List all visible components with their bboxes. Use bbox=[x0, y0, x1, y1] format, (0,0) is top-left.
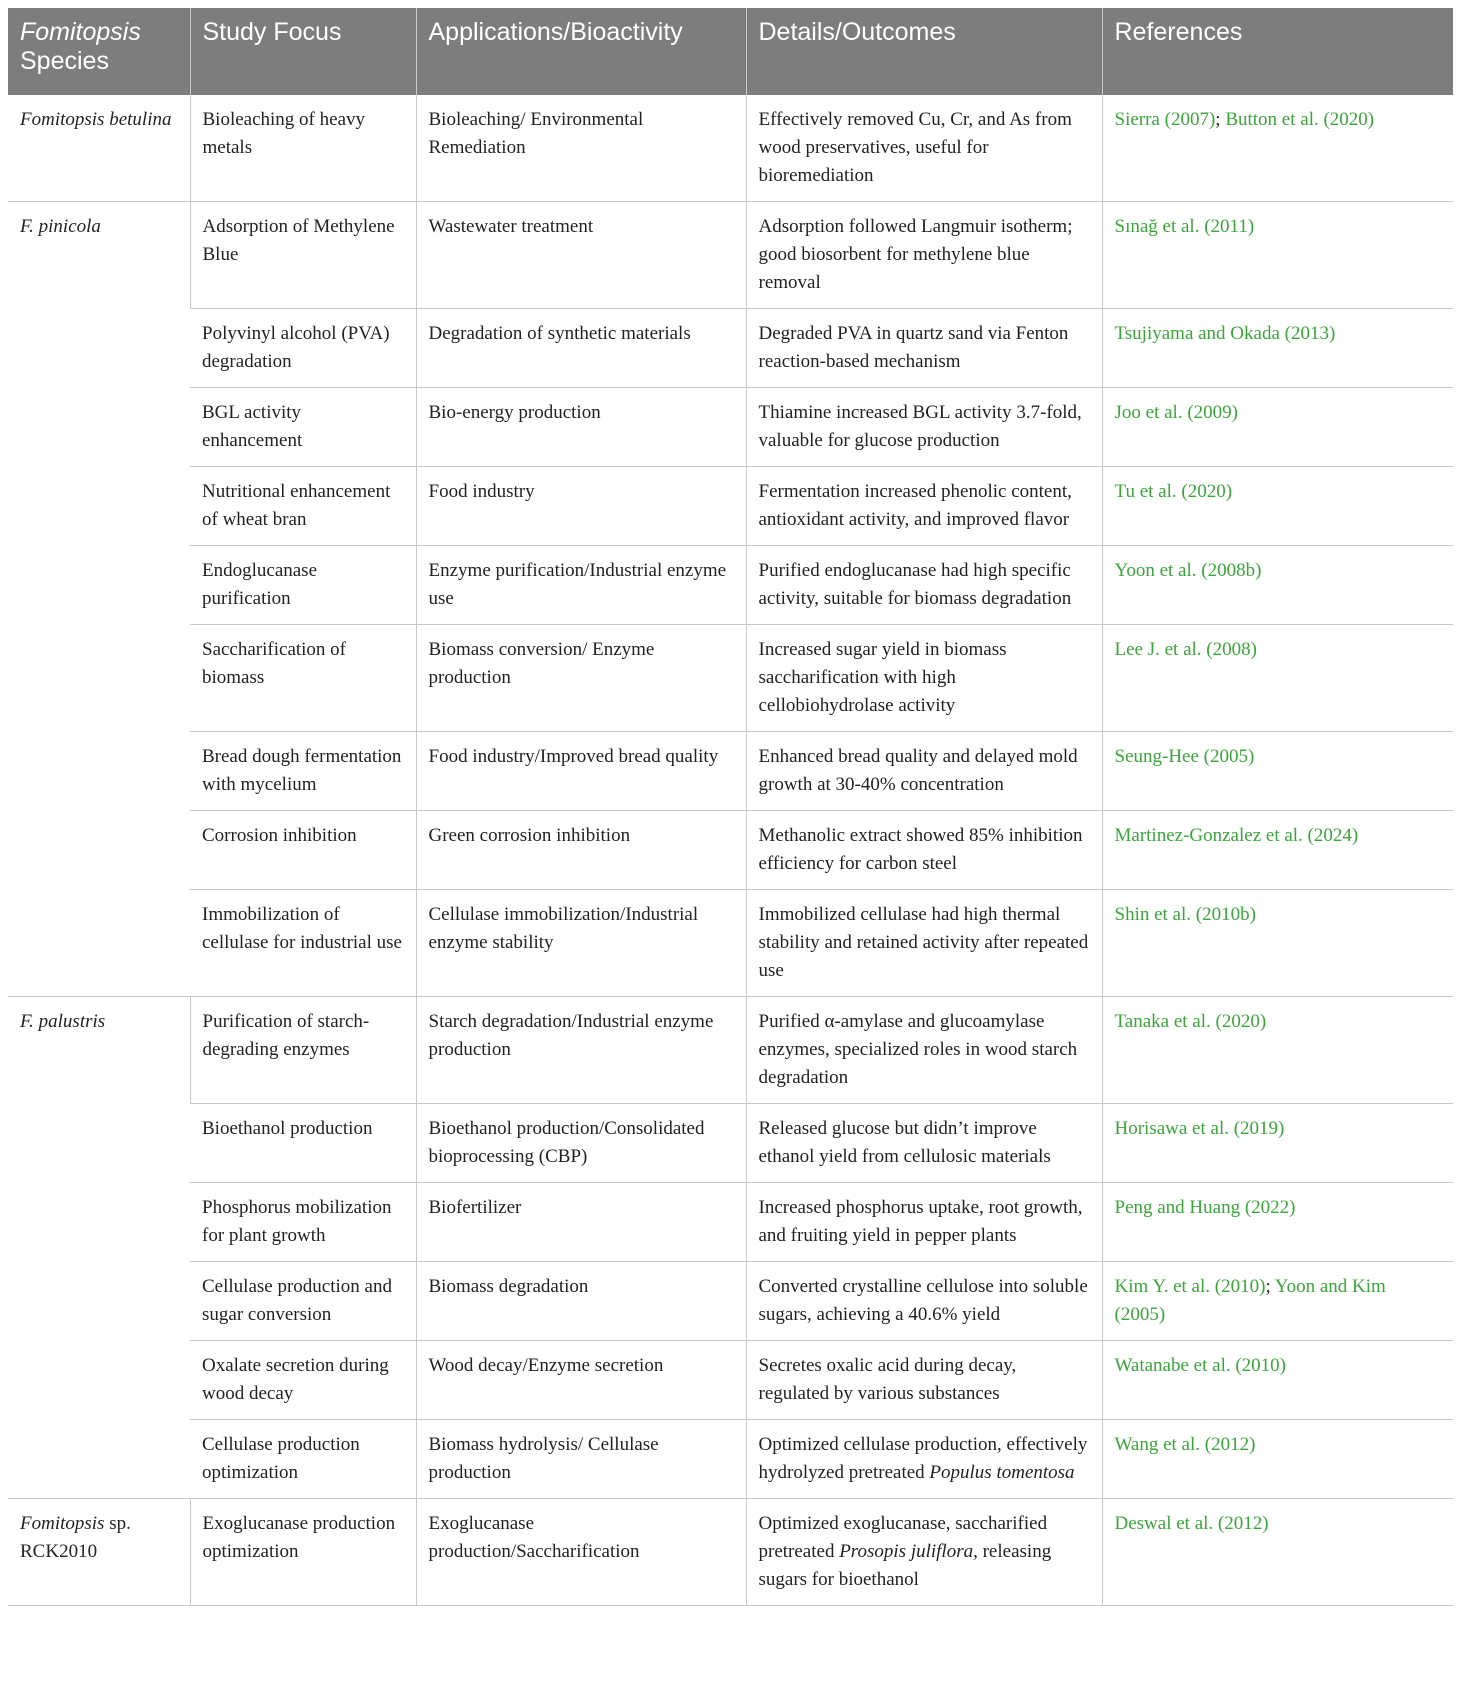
application-cell: Cellulase immobilization/Industrial enzyme stability bbox=[416, 890, 746, 997]
header-details: Details/Outcomes bbox=[746, 8, 1102, 95]
header-study-focus: Study Focus bbox=[190, 8, 416, 95]
study-focus-cell: Oxalate secretion during wood decay bbox=[190, 1341, 416, 1420]
details-cell: Fermentation increased phenolic content, antioxidant activity, and improved flavor bbox=[746, 467, 1102, 546]
details-cell: Purified α-amylase and glucoamylase enzymes, specialized roles in wood starch degradation bbox=[746, 997, 1102, 1104]
header-row bbox=[8, 8, 1453, 95]
application-cell: Biomass degradation bbox=[416, 1262, 746, 1341]
reference-link[interactable]: Peng and Huang (2022) bbox=[1114, 1197, 1296, 1218]
application-cell: Bio-energy production bbox=[416, 388, 746, 467]
species-cell bbox=[8, 997, 190, 1499]
references-cell bbox=[1102, 467, 1453, 546]
application-cell: Exoglucanase production/Saccharification bbox=[416, 1499, 746, 1606]
table-header bbox=[8, 8, 1453, 95]
details-cell: Increased sugar yield in biomass saccharification with high cellobiohydrolase activity bbox=[746, 625, 1102, 732]
table-row bbox=[8, 1104, 1453, 1183]
details-cell bbox=[746, 1420, 1102, 1499]
details-cell: Secretes oxalic acid during decay, regulated by various substances bbox=[746, 1341, 1102, 1420]
references-cell bbox=[1102, 625, 1453, 732]
study-focus-cell: BGL activity enhancement bbox=[190, 388, 416, 467]
reference-link[interactable]: Watanabe et al. (2010) bbox=[1114, 1355, 1287, 1376]
details-cell: Enhanced bread quality and delayed mold growth at 30-40% concentration bbox=[746, 732, 1102, 811]
application-cell: Starch degradation/Industrial enzyme production bbox=[416, 997, 746, 1104]
species-cell bbox=[8, 1499, 190, 1606]
application-cell: Food industry bbox=[416, 467, 746, 546]
application-cell: Food industry/Improved bread quality bbox=[416, 732, 746, 811]
study-focus-cell: Endoglucanase purification bbox=[190, 546, 416, 625]
references-cell bbox=[1102, 1262, 1453, 1341]
references-cell bbox=[1102, 95, 1453, 202]
header-species-word: Species bbox=[20, 47, 109, 75]
reference-link[interactable]: Wang et al. (2012) bbox=[1114, 1434, 1256, 1455]
species-name: Fomitopsis betulina bbox=[20, 109, 172, 130]
species-name: F. pinicola bbox=[20, 216, 101, 237]
table-row bbox=[8, 309, 1453, 388]
references-cell bbox=[1102, 388, 1453, 467]
application-cell: Bioleaching/ Environmental Remediation bbox=[416, 95, 746, 202]
details-cell: Increased phosphorus uptake, root growth, and fruiting yield in pepper plants bbox=[746, 1183, 1102, 1262]
study-focus-cell: Purification of starch-degrading enzymes bbox=[190, 997, 416, 1104]
table-row bbox=[8, 811, 1453, 890]
reference-link[interactable]: Yoon and Kim (2005) bbox=[1114, 1276, 1386, 1325]
application-cell: Enzyme purification/Industrial enzyme use bbox=[416, 546, 746, 625]
study-focus-cell: Saccharification of biomass bbox=[190, 625, 416, 732]
table-row bbox=[8, 890, 1453, 997]
reference-link[interactable]: Martinez-Gonzalez et al. (2024) bbox=[1114, 825, 1359, 846]
study-focus-cell: Bioethanol production bbox=[190, 1104, 416, 1183]
reference-separator: ; bbox=[1215, 109, 1226, 130]
table-row bbox=[8, 467, 1453, 546]
details-cell: Purified endoglucanase had high specific activity, suitable for biomass degradation bbox=[746, 546, 1102, 625]
details-species-italic: Prosopis juliflora bbox=[839, 1541, 974, 1562]
header-applications: Applications/Bioactivity bbox=[416, 8, 746, 95]
reference-link[interactable]: Tsujiyama and Okada (2013) bbox=[1114, 323, 1336, 344]
study-focus-cell: Bioleaching of heavy metals bbox=[190, 95, 416, 202]
application-cell: Green corrosion inhibition bbox=[416, 811, 746, 890]
reference-link[interactable]: Lee J. et al. (2008) bbox=[1114, 639, 1257, 660]
application-cell: Degradation of synthetic materials bbox=[416, 309, 746, 388]
study-focus-cell: Phosphorus mobilization for plant growth bbox=[190, 1183, 416, 1262]
species-cell bbox=[8, 202, 190, 997]
references-cell bbox=[1102, 890, 1453, 997]
details-text: Optimized exoglucanase, saccharified pretreated bbox=[758, 1513, 1048, 1562]
table-body bbox=[8, 95, 1453, 1606]
table-row bbox=[8, 546, 1453, 625]
references-cell bbox=[1102, 732, 1453, 811]
application-cell: Biofertilizer bbox=[416, 1183, 746, 1262]
reference-link[interactable]: Tanaka et al. (2020) bbox=[1114, 1011, 1267, 1032]
table-row bbox=[8, 1341, 1453, 1420]
references-cell bbox=[1102, 1183, 1453, 1262]
table-row bbox=[8, 997, 1453, 1104]
references-cell bbox=[1102, 1104, 1453, 1183]
header-species bbox=[8, 8, 190, 95]
study-focus-cell: Cellulase production and sugar conversion bbox=[190, 1262, 416, 1341]
study-focus-cell: Immobilization of cellulase for industrial use bbox=[190, 890, 416, 997]
reference-separator: ; bbox=[1265, 1276, 1275, 1297]
study-focus-cell: Nutritional enhancement of wheat bran bbox=[190, 467, 416, 546]
details-cell: Effectively removed Cu, Cr, and As from wood preservatives, useful for bioremediation bbox=[746, 95, 1102, 202]
application-cell: Wastewater treatment bbox=[416, 202, 746, 309]
references-cell bbox=[1102, 546, 1453, 625]
references-cell bbox=[1102, 309, 1453, 388]
table-row bbox=[8, 1262, 1453, 1341]
header-species-genus: Fomitopsis bbox=[20, 18, 141, 46]
details-cell: Immobilized cellulase had high thermal stability and retained activity after repeated use bbox=[746, 890, 1102, 997]
study-focus-cell: Cellulase production optimization bbox=[190, 1420, 416, 1499]
reference-link[interactable]: Horisawa et al. (2019) bbox=[1114, 1118, 1285, 1139]
reference-link[interactable]: Button et al. (2020) bbox=[1225, 109, 1375, 130]
details-cell: Released glucose but didn’t improve ethanol yield from cellulosic materials bbox=[746, 1104, 1102, 1183]
reference-link[interactable]: Sierra (2007) bbox=[1114, 109, 1216, 130]
table-row bbox=[8, 732, 1453, 811]
details-text: Optimized cellulase production, effectively hydrolyzed pretreated bbox=[758, 1434, 1088, 1483]
table-row bbox=[8, 1183, 1453, 1262]
application-cell: Wood decay/Enzyme secretion bbox=[416, 1341, 746, 1420]
details-cell: Degraded PVA in quartz sand via Fenton reaction-based mechanism bbox=[746, 309, 1102, 388]
table-row bbox=[8, 388, 1453, 467]
details-cell: Adsorption followed Langmuir isotherm; good biosorbent for methylene blue removal bbox=[746, 202, 1102, 309]
reference-link[interactable]: Sınağ et al. (2011) bbox=[1114, 216, 1255, 237]
study-focus-cell: Polyvinyl alcohol (PVA) degradation bbox=[190, 309, 416, 388]
species-name: F. palustris bbox=[20, 1011, 106, 1032]
details-species-italic: Populus tomentosa bbox=[929, 1462, 1075, 1483]
table-row bbox=[8, 625, 1453, 732]
references-cell bbox=[1102, 1420, 1453, 1499]
details-cell: Methanolic extract showed 85% inhibition efficiency for carbon steel bbox=[746, 811, 1102, 890]
study-focus-cell: Corrosion inhibition bbox=[190, 811, 416, 890]
study-focus-cell: Adsorption of Methylene Blue bbox=[190, 202, 416, 309]
reference-link[interactable]: Seung-Hee (2005) bbox=[1114, 746, 1255, 767]
study-focus-cell: Bread dough fermentation with mycelium bbox=[190, 732, 416, 811]
references-cell bbox=[1102, 1499, 1453, 1606]
references-cell bbox=[1102, 202, 1453, 309]
species-strain: sp. RCK2010 bbox=[20, 1513, 131, 1562]
study-focus-cell: Exoglucanase production optimization bbox=[190, 1499, 416, 1606]
references-cell bbox=[1102, 811, 1453, 890]
reference-link[interactable]: Joo et al. (2009) bbox=[1114, 402, 1238, 423]
table-row bbox=[8, 1420, 1453, 1499]
details-cell: Converted crystalline cellulose into soluble sugars, achieving a 40.6% yield bbox=[746, 1262, 1102, 1341]
table-container bbox=[8, 8, 1453, 1606]
species-cell bbox=[8, 95, 190, 202]
reference-link[interactable]: Tu et al. (2020) bbox=[1114, 481, 1233, 502]
table-row bbox=[8, 95, 1453, 202]
details-cell: Thiamine increased BGL activity 3.7-fold, valuable for glucose production bbox=[746, 388, 1102, 467]
details-text-end: , releasing sugars for bioethanol bbox=[758, 1541, 1052, 1590]
reference-link[interactable]: Shin et al. (2010b) bbox=[1114, 904, 1256, 925]
details-cell bbox=[746, 1499, 1102, 1606]
application-cell: Biomass hydrolysis/ Cellulase production bbox=[416, 1420, 746, 1499]
header-references: References bbox=[1102, 8, 1453, 95]
fomitopsis-applications-table bbox=[8, 8, 1453, 1606]
reference-link[interactable]: Deswal et al. (2012) bbox=[1114, 1513, 1269, 1534]
species-genus: Fomitopsis bbox=[20, 1513, 105, 1534]
table-row bbox=[8, 1499, 1453, 1606]
table-row bbox=[8, 202, 1453, 309]
reference-link[interactable]: Kim Y. et al. (2010) bbox=[1114, 1276, 1266, 1297]
application-cell: Bioethanol production/Consolidated bioprocessing (CBP) bbox=[416, 1104, 746, 1183]
references-cell bbox=[1102, 1341, 1453, 1420]
reference-link[interactable]: Yoon et al. (2008b) bbox=[1114, 560, 1262, 581]
application-cell: Biomass conversion/ Enzyme production bbox=[416, 625, 746, 732]
references-cell bbox=[1102, 997, 1453, 1104]
